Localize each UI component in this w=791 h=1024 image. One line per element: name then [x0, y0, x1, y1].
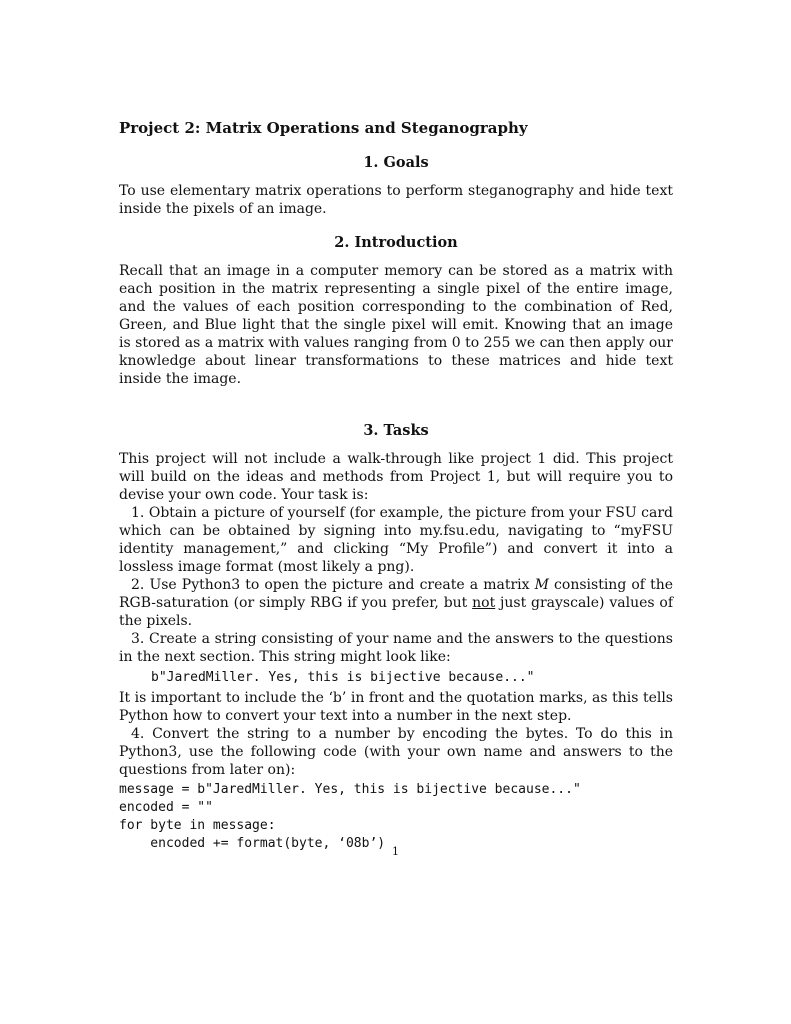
- code-line-4: encoded += format(byte, ‘08b’): [119, 836, 386, 851]
- after-example-paragraph: It is important to include the ‘b’ in front and the quotation marks, as this tells Python how to convert your text into a number in the next step.: [119, 690, 673, 724]
- example-string: b"JaredMiller. Yes, this is bijective because...": [151, 670, 535, 685]
- code-line-3: for byte in message:: [119, 818, 276, 833]
- tasks-heading: 3. Tasks: [363, 422, 429, 439]
- introduction-heading: 2. Introduction: [334, 234, 458, 251]
- code-block: [119, 781, 673, 853]
- document-page: [119, 119, 673, 853]
- task-item-2-text-c: just grayscale) values of the pixels.: [119, 595, 673, 629]
- underlined-not: not: [472, 595, 496, 611]
- tasks-intro-paragraph: This project will not include a walk-through like project 1 did. This project will build on the ideas and methods from Project 1, but will require you to devise your own code. Your task is:: [119, 451, 673, 503]
- document-title: Project 2: Matrix Operations and Steganography: [119, 119, 528, 137]
- task-item-2-text-a: 2. Use Python3 to open the picture and create a matrix: [131, 577, 535, 593]
- matrix-variable: M: [534, 577, 549, 593]
- task-item-1: 1. Obtain a picture of yourself (for example, the picture from your FSU card which can be obtained by signing into my.fsu.edu, navigating to “myFSU identity management,” and clicking “My Profile”) and convert it into a lossless image format (most likely a png).: [119, 505, 673, 575]
- goals-paragraph: To use elementary matrix operations to perform steganography and hide text inside the pixels of an image.: [119, 183, 673, 217]
- task-item-2: [119, 576, 673, 630]
- task-item-4: 4. Convert the string to a number by encoding the bytes. To do this in Python3, use the following code (with your own name and answers to the questions from later on):: [119, 726, 673, 778]
- code-line-1: message = b"JaredMiller. Yes, this is bijective because...": [119, 782, 581, 797]
- code-line-2: encoded = "": [119, 800, 213, 815]
- task-item-3: 3. Create a string consisting of your name and the answers to the questions in the next section. This string might look like:: [119, 631, 673, 665]
- page-number: 1: [392, 845, 399, 858]
- task-item-2-text-b: consisting of the RGB-saturation (or simply RBG if you prefer, but: [119, 577, 674, 611]
- introduction-paragraph: Recall that an image in a computer memory can be stored as a matrix with each position in the matrix representing a single pixel of the entire image, and the values of each position corresponding to the combination of Red, Green, and Blue light that the single pixel will emit. Knowing that an image is stored as a matrix with values ranging from 0 to 255 we can then apply our knowledge about linear transformations to these matrices and hide text inside the image.: [119, 263, 673, 387]
- goals-heading: 1. Goals: [363, 154, 429, 171]
